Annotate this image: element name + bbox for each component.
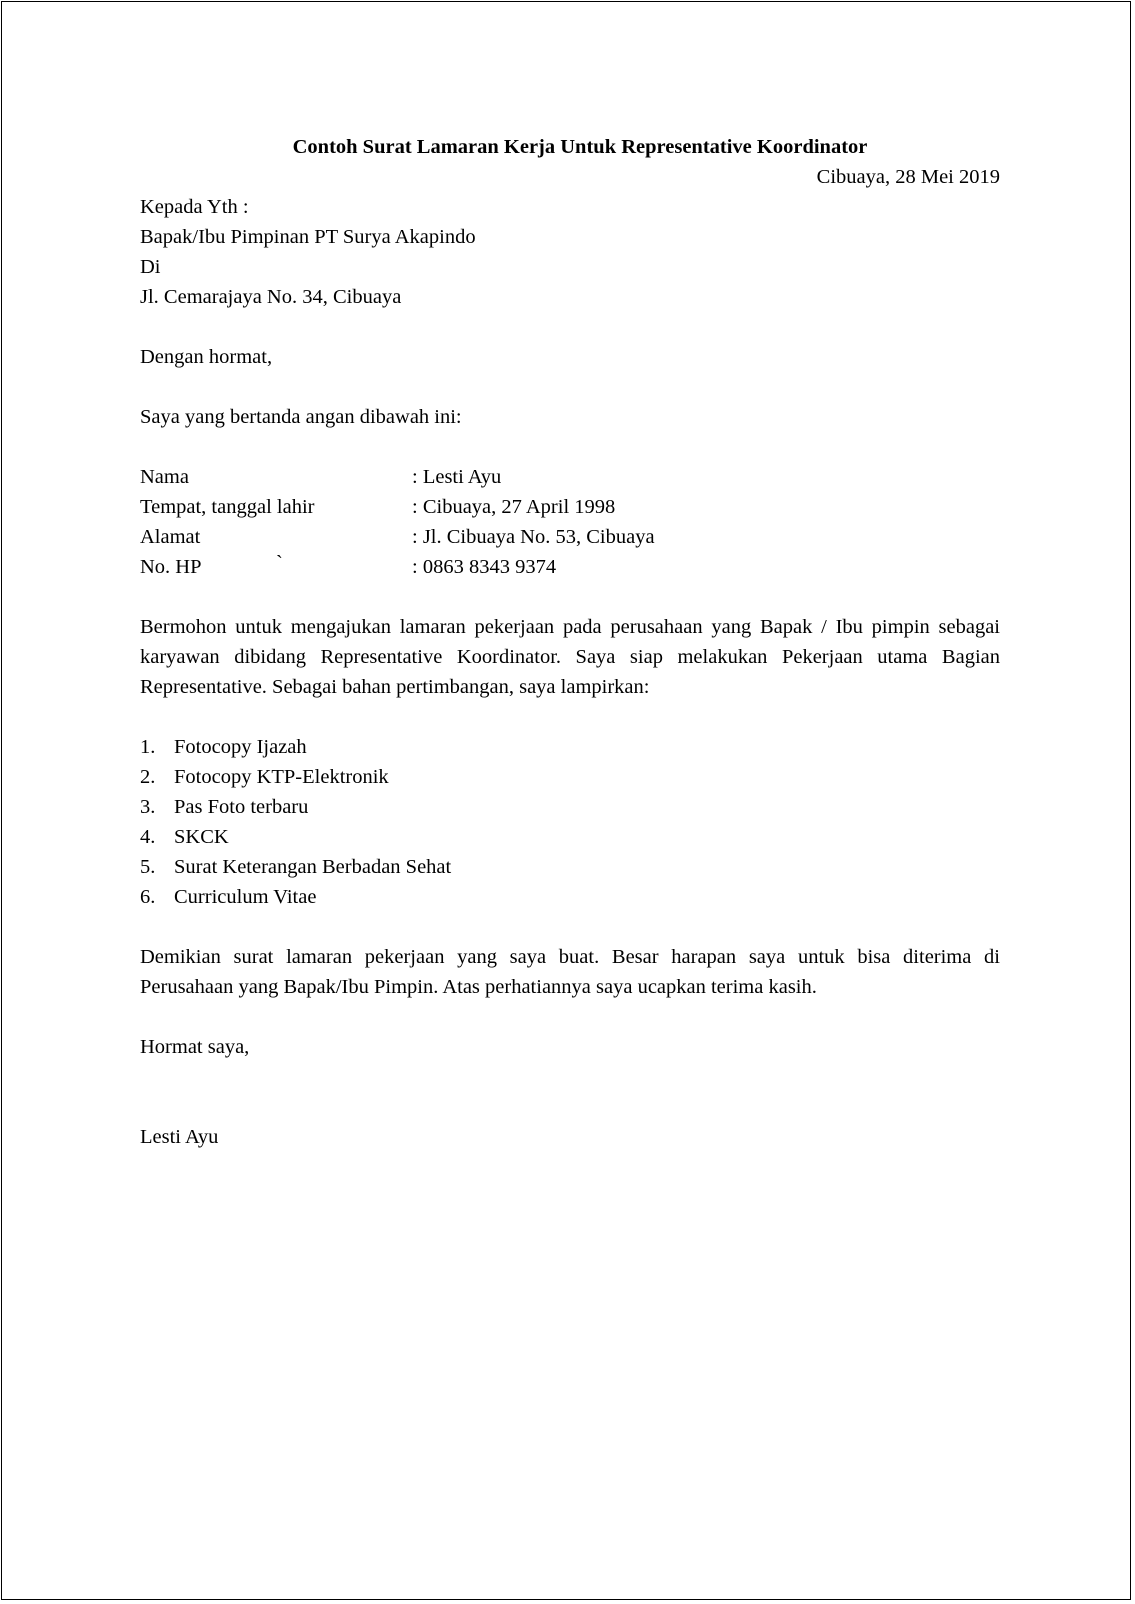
identity-value: : 0863 8343 9374 [412, 556, 557, 578]
greeting: Dengan hormat, [140, 346, 273, 368]
body-paragraph: Bermohon untuk mengajukan lamaran pekerjaan pada perusahaan yang Bapak / Ibu pimpin sebagai karyawan dibidang Representative Koordinator. Saya siap melakukan Pekerjaan utama Bagian Representative. Sebagai bahan pertimbangan, saya lampirkan: [140, 616, 1000, 698]
identity-value: : Jl. Cibuaya No. 53, Cibuaya [412, 526, 655, 548]
sign-off: Hormat saya, [140, 1036, 250, 1058]
stray-backtick-mark: ` [276, 552, 283, 574]
letter-page [1, 1, 1131, 1600]
attachment-list [140, 732, 1000, 912]
recipient-line: Jl. Cemarajaya No. 34, Cibuaya [140, 286, 402, 308]
list-number: 3. [140, 796, 156, 818]
list-text: Curriculum Vitae [174, 886, 317, 908]
letter-title: Contoh Surat Lamaran Kerja Untuk Representative Koordinator [292, 136, 868, 158]
list-text: Fotocopy KTP-Elektronik [174, 766, 389, 788]
recipient-block [140, 192, 1000, 312]
identity-label: Nama [140, 466, 189, 488]
list-text: Pas Foto terbaru [174, 796, 309, 818]
recipient-line: Kepada Yth : [140, 196, 249, 218]
identity-row [140, 462, 1000, 492]
list-text: Fotocopy Ijazah [174, 736, 307, 758]
list-item [140, 732, 1000, 762]
list-item [140, 792, 1000, 822]
identity-label-wrap [140, 552, 412, 582]
list-number: 6. [140, 886, 156, 908]
list-item [140, 882, 1000, 912]
identity-value: : Lesti Ayu [412, 466, 502, 488]
recipient-line: Bapak/Ibu Pimpinan PT Surya Akapindo [140, 226, 476, 248]
list-item [140, 822, 1000, 852]
identity-label: Tempat, tanggal lahir [140, 496, 315, 518]
list-text: Surat Keterangan Berbadan Sehat [174, 856, 452, 878]
closing-paragraph: Demikian surat lamaran pekerjaan yang saya buat. Besar harapan saya untuk bisa diterima di Perusahaan yang Bapak/Ibu Pimpin. Atas perhatiannya saya ucapkan terima kasih. [140, 946, 1000, 998]
list-item [140, 762, 1000, 792]
recipient-line: Di [140, 256, 161, 278]
list-number: 4. [140, 826, 156, 848]
list-text: SKCK [174, 826, 229, 848]
identity-label: No. HP [140, 556, 202, 578]
list-number: 5. [140, 856, 156, 878]
list-number: 1. [140, 736, 156, 758]
identity-value: : Cibuaya, 27 April 1998 [412, 496, 616, 518]
identity-table [140, 462, 1000, 582]
list-item [140, 852, 1000, 882]
intro-text: Saya yang bertanda angan dibawah ini: [140, 406, 462, 428]
list-number: 2. [140, 766, 156, 788]
identity-label: Alamat [140, 526, 201, 548]
identity-row [140, 492, 1000, 522]
letter-body [140, 132, 1000, 1152]
place-date: Cibuaya, 28 Mei 2019 [816, 166, 1000, 188]
signature-name: Lesti Ayu [140, 1126, 219, 1148]
identity-row [140, 552, 1000, 582]
identity-row [140, 522, 1000, 552]
